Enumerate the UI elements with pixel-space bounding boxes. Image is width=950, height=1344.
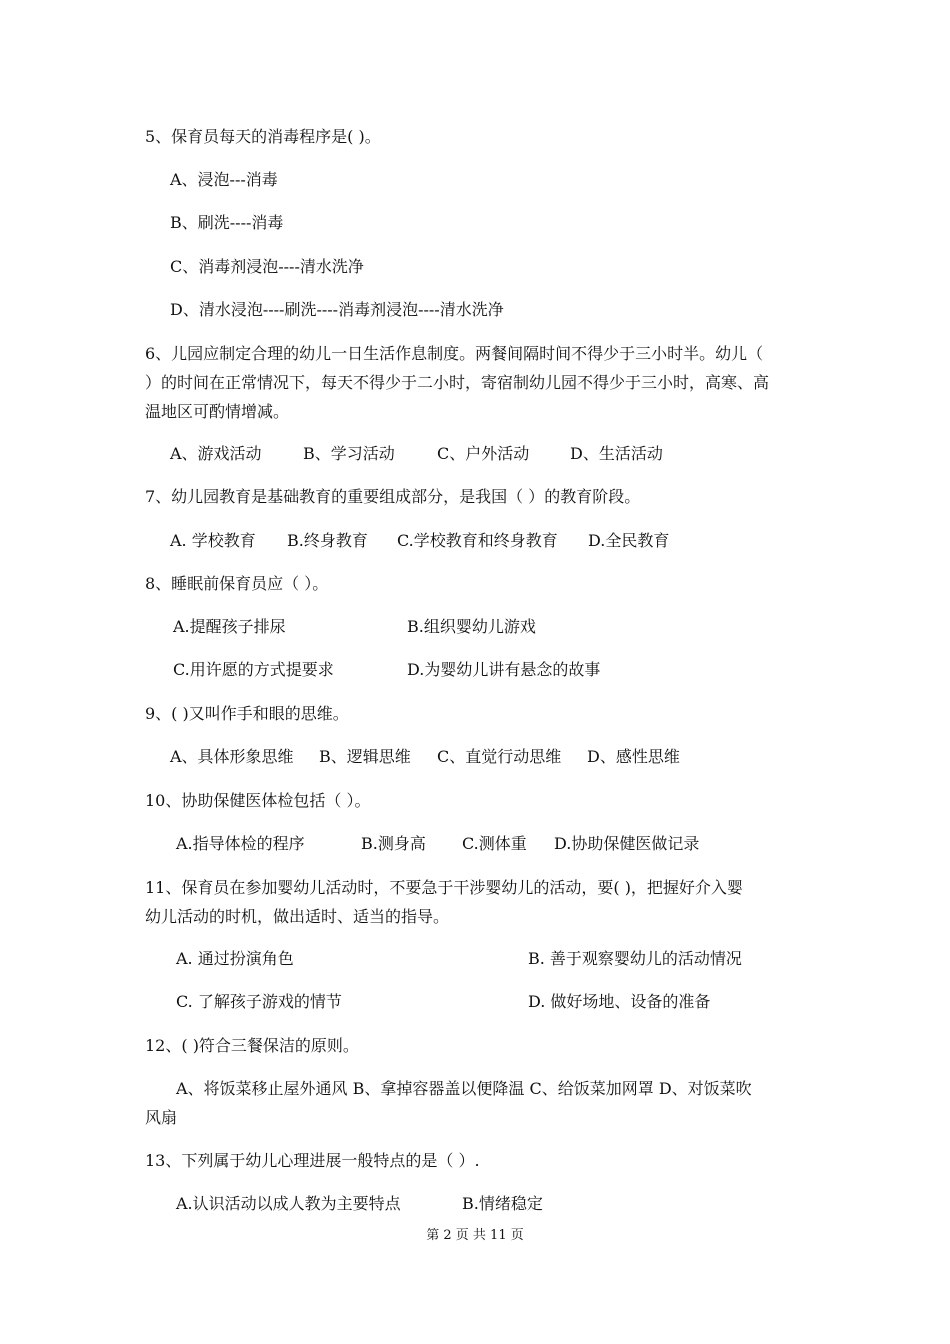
question-8-option-a: A.提醒孩子排尿 (173, 617, 286, 636)
question-12-options-line-1: A、将饭菜移止屋外通风 B、拿掉容器盖以便降温 C、给饭菜加网罩 D、对饭菜吹 (176, 1079, 752, 1098)
question-9-option-c: C、直觉行动思维 (437, 747, 562, 766)
question-7-stem: 7、幼儿园教育是基础教育的重要组成部分，是我国（ ）的教育阶段。 (145, 487, 641, 506)
question-10-stem: 10、协助保健医体检包括（ ）。 (145, 791, 371, 810)
question-9-stem: 9、( )又叫作手和眼的思维。 (145, 704, 349, 723)
question-6-option-a: A、游戏活动 (170, 444, 262, 463)
question-12-options-line-2: 风扇 (145, 1108, 178, 1127)
question-7-option-a: A. 学校教育 (170, 531, 256, 550)
question-11-stem-line-1: 11、保育员在参加婴幼儿活动时，不要急于干涉婴幼儿的活动，要( )，把握好介入婴 (145, 878, 743, 897)
question-13-option-a: A.认识活动以成人教为主要特点 (176, 1194, 401, 1213)
question-10-option-d: D.协助保健医做记录 (554, 834, 700, 853)
question-6-option-c: C、户外活动 (437, 444, 530, 463)
question-8-option-b: B.组织婴幼儿游戏 (407, 617, 536, 636)
question-10-option-a: A.指导体检的程序 (176, 834, 305, 853)
question-12-stem: 12、( )符合三餐保洁的原则。 (145, 1036, 359, 1055)
question-10-option-b: B.测身高 (361, 834, 426, 853)
question-11-option-a: A. 通过扮演角色 (176, 949, 294, 968)
question-8-stem: 8、睡眠前保育员应（ ）。 (145, 574, 329, 593)
question-5-stem: 5、保育员每天的消毒程序是( )。 (145, 127, 381, 146)
question-7-option-d: D.全民教育 (588, 531, 670, 550)
question-5-option-a: A、浸泡---消毒 (170, 170, 278, 189)
question-9-option-d: D、感性思维 (587, 747, 680, 766)
question-13-option-b: B.情绪稳定 (462, 1194, 543, 1213)
question-9-option-b: B、逻辑思维 (319, 747, 411, 766)
question-9-option-a: A、具体形象思维 (170, 747, 294, 766)
question-11-option-c: C. 了解孩子游戏的情节 (176, 992, 342, 1011)
question-11-option-b: B. 善于观察婴幼儿的活动情况 (528, 949, 742, 968)
question-5-option-c: C、消毒剂浸泡----清水洗净 (170, 257, 364, 276)
question-10-option-c: C.测体重 (462, 834, 527, 853)
question-13-stem: 13、下列属于幼儿心理进展一般特点的是（ ）. (145, 1151, 480, 1170)
question-6-stem-line-3: 温地区可酌情增减。 (145, 402, 290, 421)
question-7-option-b: B.终身教育 (287, 531, 368, 550)
question-6-stem-line-1: 6、儿园应制定合理的幼儿一日生活作息制度。两餐间隔时间不得少于三小时半。幼儿（ (145, 344, 764, 363)
question-8-option-d: D.为婴幼儿讲有悬念的故事 (407, 660, 601, 679)
question-6-option-b: B、学习活动 (303, 444, 395, 463)
question-5-option-b: B、刷洗----消毒 (170, 213, 284, 232)
question-11-stem-line-2: 幼儿活动的时机，做出适时、适当的指导。 (145, 907, 450, 926)
question-5-option-d: D、清水浸泡----刷洗----消毒剂浸泡----清水洗净 (170, 300, 504, 319)
question-6-stem-line-2: ）的时间在正常情况下，每天不得少于二小时，寄宿制幼儿园不得少于三小时，高寒、高 (145, 373, 770, 392)
question-6-option-d: D、生活活动 (570, 444, 663, 463)
question-8-option-c: C.用许愿的方式提要求 (173, 660, 334, 679)
page-number-footer: 第 2 页 共 11 页 (426, 1228, 524, 1243)
question-11-option-d: D. 做好场地、设备的准备 (528, 992, 711, 1011)
question-7-option-c: C.学校教育和终身教育 (397, 531, 558, 550)
